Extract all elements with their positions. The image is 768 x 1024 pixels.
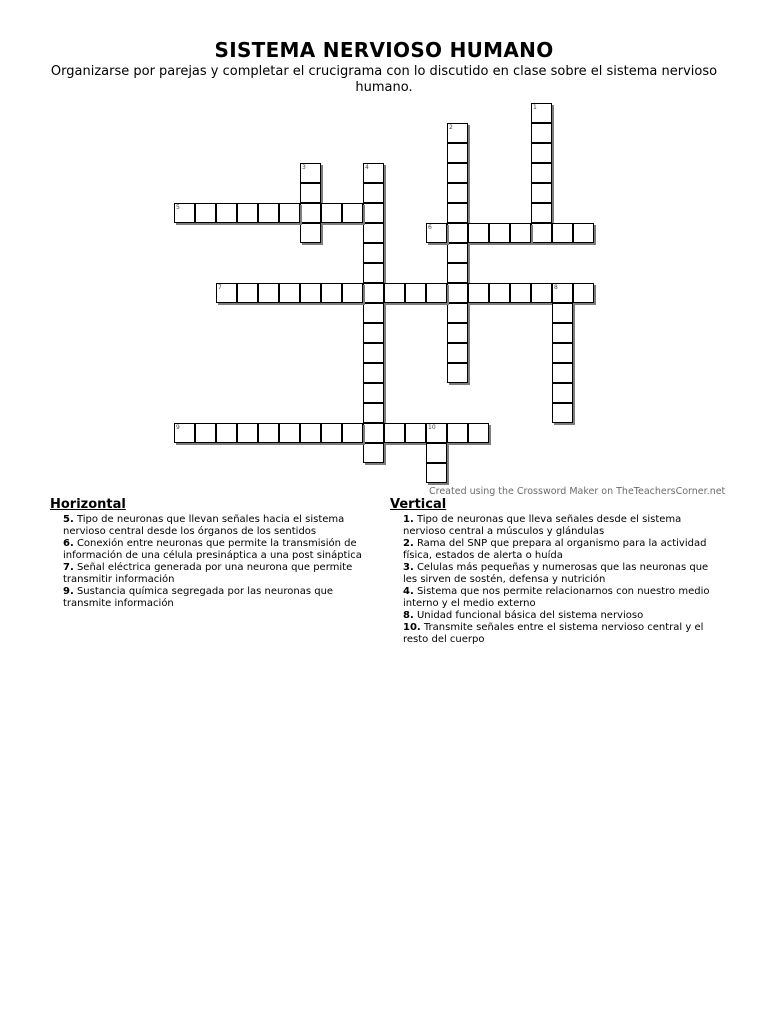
crossword-cell[interactable] [447, 163, 468, 183]
clue-number: 1 [533, 104, 537, 111]
crossword-cell[interactable] [552, 343, 573, 363]
vertical-clues [390, 497, 720, 646]
crossword-cell[interactable] [552, 223, 573, 243]
clue-number: 10 [428, 424, 436, 431]
crossword-cell[interactable] [237, 203, 258, 223]
clue-down-10: 10. Transmite señales entre el sistema nervioso central y el resto del cuerpo [403, 622, 704, 645]
crossword-cell[interactable] [426, 423, 447, 443]
crossword-cell[interactable] [363, 403, 384, 423]
clue-down-4: 4. Sistema que nos permite relacionarnos con nuestro medio interno y el medio externo [403, 586, 710, 609]
crossword-cell[interactable] [468, 423, 489, 443]
crossword-cell[interactable] [552, 283, 573, 303]
crossword-cell[interactable] [363, 283, 384, 303]
crossword-cell[interactable] [363, 443, 384, 463]
clue-number: 4 [365, 164, 369, 171]
crossword-cell[interactable] [300, 283, 321, 303]
clue-down-1: 1. Tipo de neuronas que lleva señales desde el sistema nervioso central a músculos y glándulas [403, 514, 682, 537]
clue-number: 5 [176, 204, 180, 211]
crossword-cell[interactable] [384, 423, 405, 443]
crossword-cell[interactable] [426, 223, 447, 243]
crossword-cell[interactable] [447, 423, 468, 443]
horizontal-heading: Horizontal [50, 497, 126, 512]
crossword-cell[interactable] [258, 283, 279, 303]
crossword-cell[interactable] [216, 423, 237, 443]
crossword-cell[interactable] [300, 183, 321, 203]
crossword-cell[interactable] [363, 243, 384, 263]
crossword-cell[interactable] [426, 283, 447, 303]
crossword-cell[interactable] [552, 383, 573, 403]
crossword-cell[interactable] [510, 283, 531, 303]
crossword-cell[interactable] [216, 203, 237, 223]
clue-number: 6 [428, 224, 432, 231]
crossword-cell[interactable] [510, 223, 531, 243]
crossword-cell[interactable] [531, 103, 552, 123]
crossword-cell[interactable] [531, 203, 552, 223]
crossword-cell[interactable] [279, 203, 300, 223]
crossword-grid [0, 0, 768, 470]
crossword-cell[interactable] [447, 323, 468, 343]
crossword-cell[interactable] [363, 163, 384, 183]
crossword-cell[interactable] [363, 343, 384, 363]
crossword-cell[interactable] [531, 223, 552, 243]
crossword-cell[interactable] [258, 423, 279, 443]
crossword-cell[interactable] [363, 363, 384, 383]
crossword-cell[interactable] [363, 263, 384, 283]
crossword-cell[interactable] [468, 223, 489, 243]
vertical-heading: Vertical [390, 497, 447, 512]
crossword-cell[interactable] [300, 423, 321, 443]
horizontal-clues [50, 497, 370, 610]
crossword-cell[interactable] [447, 343, 468, 363]
crossword-cell[interactable] [531, 183, 552, 203]
crossword-cell[interactable] [447, 123, 468, 143]
crossword-cell[interactable] [489, 283, 510, 303]
crossword-cell[interactable] [279, 423, 300, 443]
crossword-cell[interactable] [468, 283, 489, 303]
clue-number: 3 [302, 164, 306, 171]
clue-across-6: 6. Conexión entre neuronas que permite la transmisión de información de una célula presináptica a una post sináptica [63, 538, 362, 561]
crossword-cell[interactable] [426, 463, 447, 483]
crossword-cell[interactable] [258, 203, 279, 223]
crossword-cell[interactable] [447, 283, 468, 303]
crossword-cell[interactable] [342, 423, 363, 443]
crossword-cell[interactable] [447, 363, 468, 383]
credit-line: Created using the Crossword Maker on TheTeachersCorner.net [429, 486, 726, 497]
page-title: SISTEMA NERVIOSO HUMANO [214, 38, 554, 62]
crossword-cell[interactable] [573, 283, 594, 303]
crossword-cell[interactable] [342, 283, 363, 303]
crossword-cell[interactable] [342, 203, 363, 223]
crossword-cell[interactable] [279, 283, 300, 303]
crossword-cell[interactable] [447, 263, 468, 283]
crossword-cell[interactable] [573, 223, 594, 243]
crossword-cell[interactable] [321, 423, 342, 443]
clue-down-8: 8. Unidad funcional básica del sistema nervioso [403, 610, 644, 621]
crossword-cell[interactable] [384, 283, 405, 303]
clue-down-3: 3. Celulas más pequeñas y numerosas que las neuronas que les sirven de sostén, defensa y nutrición [403, 562, 709, 585]
clue-number: 2 [449, 124, 453, 131]
clue-number: 7 [218, 284, 222, 291]
crossword-cell[interactable] [447, 143, 468, 163]
crossword-cell[interactable] [531, 123, 552, 143]
crossword-cell[interactable] [447, 183, 468, 203]
crossword-cell[interactable] [195, 203, 216, 223]
crossword-cell[interactable] [531, 163, 552, 183]
crossword-cell[interactable] [552, 363, 573, 383]
crossword-cell[interactable] [321, 203, 342, 223]
crossword-cell[interactable] [237, 423, 258, 443]
crossword-cell[interactable] [363, 323, 384, 343]
crossword-cell[interactable] [174, 203, 195, 223]
crossword-cell[interactable] [300, 163, 321, 183]
crossword-cell[interactable] [447, 203, 468, 223]
crossword-cell[interactable] [363, 183, 384, 203]
clue-number: 9 [176, 424, 180, 431]
crossword-cell[interactable] [405, 283, 426, 303]
clue-across-5: 5. Tipo de neuronas que llevan señales hacia el sistema nervioso central desde los órganos de los sentidos [63, 514, 345, 537]
crossword-cell[interactable] [552, 403, 573, 423]
clue-across-7: 7. Señal eléctrica generada por una neurona que permite transmitir información [63, 562, 353, 585]
crossword-cell[interactable] [363, 303, 384, 323]
crossword-cell[interactable] [174, 423, 195, 443]
crossword-cell[interactable] [489, 223, 510, 243]
crossword-cell[interactable] [363, 203, 384, 223]
crossword-cell[interactable] [447, 243, 468, 263]
crossword-cell[interactable] [363, 423, 384, 443]
crossword-cell[interactable] [363, 223, 384, 243]
crossword-cell[interactable] [447, 223, 468, 243]
crossword-cell[interactable] [552, 303, 573, 323]
clue-number: 8 [554, 284, 558, 291]
crossword-cell[interactable] [300, 223, 321, 243]
crossword-cell[interactable] [195, 423, 216, 443]
crossword-cell[interactable] [363, 383, 384, 403]
crossword-cell[interactable] [405, 423, 426, 443]
clue-down-2: 2. Rama del SNP que prepara al organismo para la actividad física, estados de alerta o huída [403, 538, 707, 561]
crossword-cell[interactable] [237, 283, 258, 303]
crossword-cell[interactable] [531, 143, 552, 163]
crossword-cell[interactable] [300, 203, 321, 223]
instructions: Organizarse por parejas y completar el crucigrama con lo discutido en clase sobre el sistema nervioso humano. [50, 64, 718, 95]
crossword-cell[interactable] [531, 283, 552, 303]
crossword-cell[interactable] [447, 303, 468, 323]
crossword-cell[interactable] [321, 283, 342, 303]
clue-across-9: 9. Sustancia química segregada por las neuronas que transmite información [63, 586, 334, 609]
crossword-cell[interactable] [552, 323, 573, 343]
crossword-cell[interactable] [426, 443, 447, 463]
crossword-cell[interactable] [216, 283, 237, 303]
